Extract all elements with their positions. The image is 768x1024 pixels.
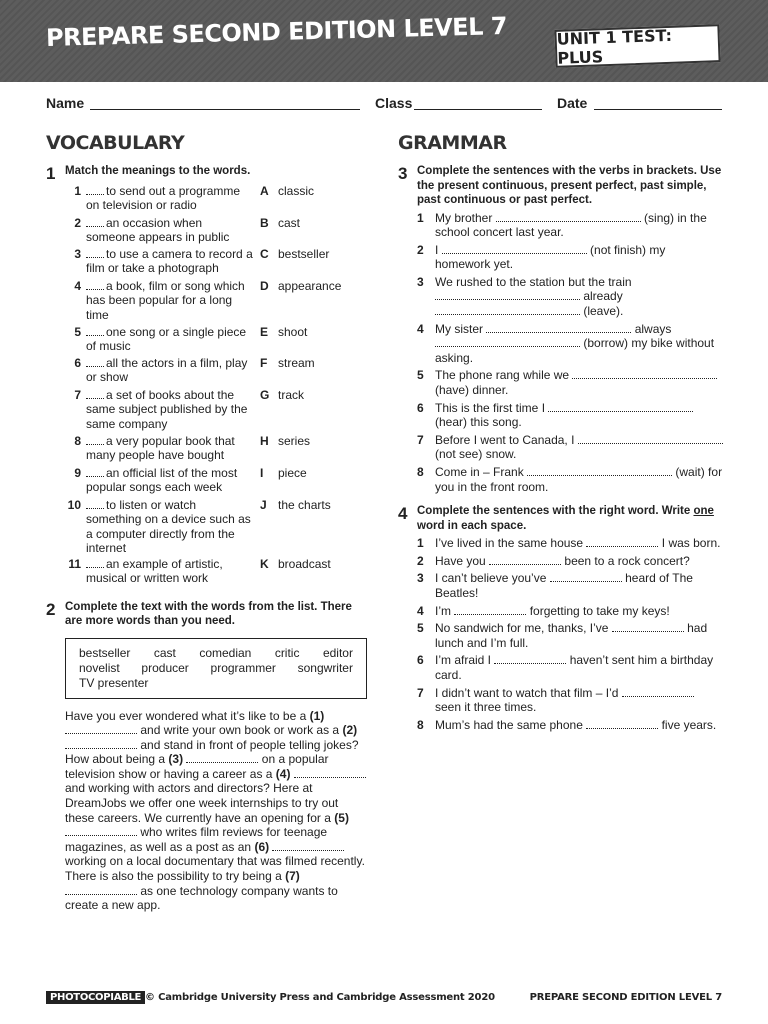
passage-segment: Have you ever wondered what it’s like to be a xyxy=(65,708,307,723)
sentence-part: (wait) for you in the front room. xyxy=(435,465,723,494)
gap-number: (3) xyxy=(168,752,184,767)
sentence-row xyxy=(417,686,723,715)
sentence-text xyxy=(435,554,723,569)
passage-segment: working on a local documentary that was filmed recently. There is also the possibility to try being a xyxy=(65,854,365,884)
sentence-part: seen it three times. xyxy=(435,700,537,715)
answer-gap[interactable] xyxy=(454,604,526,615)
sentence-part: The phone rang while we xyxy=(435,368,570,383)
item-number: 3 xyxy=(417,274,424,289)
definition xyxy=(86,184,254,213)
gap-6-input[interactable] xyxy=(272,840,344,851)
answer-gap[interactable] xyxy=(489,554,561,565)
sentence-part: I was born. xyxy=(661,536,721,551)
item-number: 1 xyxy=(74,183,81,198)
copyright-text: © Cambridge University Press and Cambridge Assessment 2020 xyxy=(145,992,495,1003)
gap-5-input[interactable] xyxy=(65,825,137,836)
gap-1-input[interactable] xyxy=(65,723,137,734)
answer-gap[interactable] xyxy=(572,368,717,379)
sentence-row xyxy=(417,401,723,430)
definition xyxy=(86,498,254,556)
class-field[interactable] xyxy=(414,109,542,110)
sentence-part: Come in – Frank xyxy=(435,465,524,479)
sentence-part: No sandwich for me, thanks, I’ve xyxy=(435,621,609,636)
item-number: 2 xyxy=(74,215,81,230)
option-word: the charts xyxy=(278,497,331,512)
answer-gap[interactable] xyxy=(86,325,104,336)
footer xyxy=(46,991,722,1005)
item-number: 3 xyxy=(417,571,424,586)
answer-gap[interactable] xyxy=(578,433,723,444)
answer-gap[interactable] xyxy=(86,247,104,258)
item-number: 7 xyxy=(417,432,424,447)
word-option: novelist xyxy=(79,660,120,675)
item-number: 1 xyxy=(417,536,424,551)
sentence-row xyxy=(417,465,723,494)
gap-number: (7) xyxy=(285,869,300,884)
exercise-number: 1 xyxy=(46,164,56,183)
page-title: PREPARE SECOND EDITION LEVEL 7 xyxy=(45,11,508,52)
sentence-text xyxy=(435,368,723,397)
option-word: appearance xyxy=(278,278,342,293)
sentence-row xyxy=(417,621,723,650)
unit-label: UNIT 1 TEST: PLUS xyxy=(556,25,673,68)
sentence-row xyxy=(417,653,723,682)
definition-text: a very popular book that many people have bought xyxy=(86,433,235,462)
definition-text: to listen or watch something on a device such as a computer directly from the internet xyxy=(86,497,251,555)
student-info-row xyxy=(46,95,722,113)
definition-text: to use a camera to record a film or take a photograph xyxy=(86,246,253,275)
answer-gap[interactable] xyxy=(622,686,694,697)
match-row xyxy=(65,279,371,323)
answer-gap[interactable] xyxy=(486,322,631,333)
gap-number: (1) xyxy=(309,708,325,723)
word-option: comedian xyxy=(199,645,252,660)
gap-number: (5) xyxy=(334,810,349,825)
sentence-part: I didn’t want to watch that film – I’d xyxy=(435,685,619,700)
answer-gap[interactable] xyxy=(527,465,672,476)
item-number: 5 xyxy=(74,324,81,339)
word-option: producer xyxy=(141,660,189,675)
definition xyxy=(86,279,254,323)
sentence-part: haven’t sent him a birthday card. xyxy=(435,653,714,682)
option-letter: E xyxy=(260,324,269,339)
match-row xyxy=(65,388,371,432)
passage-segment: on a popular television show or having a career as a xyxy=(65,752,329,781)
definition-text: all the actors in a film, play or show xyxy=(86,355,248,384)
sentence-row xyxy=(417,243,723,272)
sentence-part: always xyxy=(634,321,672,336)
answer-gap[interactable] xyxy=(86,279,104,290)
option-word: classic xyxy=(278,183,315,198)
sentence-part: (not see) snow. xyxy=(435,447,517,462)
sentence-part: had lunch and I’m full. xyxy=(435,621,708,650)
definition xyxy=(86,216,254,245)
word-option: programmer xyxy=(210,660,276,675)
item-number: 8 xyxy=(417,717,424,732)
sentence-part: We rushed to the station but the train xyxy=(435,274,632,289)
definition xyxy=(86,557,254,586)
exercise-1 xyxy=(46,158,371,594)
exercise-4 xyxy=(398,498,723,732)
sentence-part: Have you xyxy=(435,553,486,568)
item-number: 10 xyxy=(67,497,81,512)
sentence-part: I can’t believe you’ve xyxy=(435,571,547,586)
sentence-part: (sing) in the school concert last year. xyxy=(435,210,707,240)
match-row xyxy=(65,247,371,277)
sentence-part: My brother xyxy=(435,210,493,225)
option-letter: K xyxy=(260,556,269,571)
item-number: 9 xyxy=(74,465,81,480)
answer-gap[interactable] xyxy=(86,184,104,195)
option-word: bestseller xyxy=(278,246,330,261)
sentence-part: I xyxy=(435,242,439,257)
answer-gap[interactable] xyxy=(86,388,104,399)
answer-gap[interactable] xyxy=(86,216,104,227)
option-letter: A xyxy=(260,183,269,198)
item-number: 4 xyxy=(417,321,424,336)
sentence-part: (leave). xyxy=(583,304,624,319)
definition xyxy=(86,434,254,463)
sentence-text xyxy=(435,621,723,650)
unit-label-box xyxy=(554,24,720,68)
exercise-instruction xyxy=(417,498,723,533)
grammar-column xyxy=(398,132,723,732)
sentence-part: (not finish) my homework yet. xyxy=(435,242,666,272)
sentence-part: five years. xyxy=(661,717,717,732)
option-letter: H xyxy=(260,433,269,448)
sentence-row xyxy=(417,718,723,733)
exercise-number: 3 xyxy=(398,164,408,183)
item-number: 1 xyxy=(417,210,424,225)
match-row xyxy=(65,557,371,587)
definition xyxy=(86,325,254,354)
word-option: TV presenter xyxy=(79,675,149,690)
answer-gap[interactable] xyxy=(586,536,658,547)
item-number: 5 xyxy=(417,621,424,636)
instruction-underlined: one xyxy=(693,505,714,518)
match-row xyxy=(65,356,371,386)
sentence-row xyxy=(417,275,723,319)
sentence-text xyxy=(435,653,723,682)
exercise-4-list xyxy=(417,536,723,732)
answer-gap[interactable] xyxy=(86,356,104,367)
match-row xyxy=(65,434,371,464)
option-letter: C xyxy=(260,246,269,261)
sentence-part: already xyxy=(583,289,623,304)
sentence-text xyxy=(435,275,723,319)
exercise-3-list xyxy=(417,211,723,495)
sentence-row xyxy=(417,536,723,551)
sentence-text xyxy=(435,465,723,494)
option-letter: F xyxy=(260,355,268,370)
sentence-text xyxy=(435,536,723,551)
match-list xyxy=(65,184,371,594)
item-number: 2 xyxy=(417,553,424,568)
date-field[interactable] xyxy=(594,109,722,110)
definition-text: to send out a programme on television or radio xyxy=(86,183,241,212)
gap-number: (4) xyxy=(275,766,291,781)
option-word: track xyxy=(278,387,305,402)
vocabulary-heading: VOCABULARY xyxy=(46,132,185,154)
item-number: 6 xyxy=(417,400,424,415)
gap-number: (2) xyxy=(342,723,358,738)
answer-gap[interactable] xyxy=(548,401,693,412)
exercise-instruction: Complete the text with the words from the list. There are more words than you need. xyxy=(65,600,352,627)
sentence-part: (have) dinner. xyxy=(435,383,509,398)
sentence-part: I’m afraid I xyxy=(435,653,492,668)
definition-text: an occasion when someone appears in public xyxy=(86,215,230,244)
grammar-heading: GRAMMAR xyxy=(398,132,507,154)
option-letter: B xyxy=(260,215,269,230)
word-option: songwriter xyxy=(297,660,353,675)
item-number: 4 xyxy=(74,278,81,293)
word-option: critic xyxy=(274,645,300,660)
class-label: Class xyxy=(375,95,413,111)
sentence-text xyxy=(435,401,723,430)
sentence-part: Before I went to Canada, I xyxy=(435,432,575,447)
item-number: 2 xyxy=(417,242,424,257)
name-label: Name xyxy=(46,95,85,111)
gap-2-input[interactable] xyxy=(65,738,137,749)
definition-text: a set of books about the same subject published by the same company xyxy=(86,387,248,431)
exercise-number: 2 xyxy=(46,599,56,619)
passage-text xyxy=(65,709,368,913)
sentence-part: (borrow) my bike without asking. xyxy=(435,336,715,365)
definition-text: an official list of the most popular songs each week xyxy=(86,465,238,494)
item-number: 7 xyxy=(417,685,424,700)
answer-gap[interactable] xyxy=(550,571,622,582)
sentence-text xyxy=(435,686,723,715)
passage-segment: as one technology company wants to create a new app. xyxy=(65,883,338,913)
sentence-part: Mum’s had the same phone xyxy=(435,717,583,732)
option-word: broadcast xyxy=(278,556,331,571)
option-letter: G xyxy=(260,387,270,402)
match-row xyxy=(65,325,371,355)
sentence-text xyxy=(435,211,723,240)
definition xyxy=(86,388,254,432)
sentence-part: This is the first time I xyxy=(435,400,546,415)
item-number: 6 xyxy=(417,653,424,668)
item-number: 8 xyxy=(417,465,424,479)
word-list-box xyxy=(65,638,367,699)
sentence-part: I’m xyxy=(435,603,451,618)
sentence-row xyxy=(417,322,723,366)
definition-text: an example of artistic, musical or written work xyxy=(86,556,223,585)
match-row xyxy=(65,216,371,246)
passage-segment: and working with actors and directors? Here at DreamJobs we offer one week internships to try out these careers. We currently have an opening for a xyxy=(65,781,339,825)
answer-gap[interactable] xyxy=(86,557,104,568)
answer-gap[interactable] xyxy=(586,718,658,729)
answer-gap[interactable] xyxy=(612,621,684,632)
exercise-2 xyxy=(46,594,371,913)
option-word: stream xyxy=(278,355,315,370)
match-row xyxy=(65,498,371,556)
instruction-part: Complete the sentences with the right word. Write xyxy=(417,505,691,518)
sentence-part: been to a rock concert? xyxy=(564,553,690,568)
answer-gap[interactable] xyxy=(435,289,580,300)
option-word: series xyxy=(278,433,311,448)
item-number: 6 xyxy=(74,355,81,370)
sentence-row xyxy=(417,604,723,619)
definition xyxy=(86,247,254,276)
definition-text: a book, film or song which has been popular for a long time xyxy=(86,278,245,322)
definition xyxy=(86,466,254,495)
answer-gap[interactable] xyxy=(435,304,580,315)
item-number: 8 xyxy=(74,433,81,448)
gap-number: (6) xyxy=(254,839,270,854)
option-letter: J xyxy=(260,497,267,512)
sentence-row xyxy=(417,571,723,600)
vocabulary-column xyxy=(46,132,371,913)
answer-gap[interactable] xyxy=(435,336,580,347)
sentence-part: forgetting to take my keys! xyxy=(529,603,670,618)
answer-gap[interactable] xyxy=(496,211,641,222)
item-number: 5 xyxy=(417,368,424,383)
sentence-text xyxy=(435,433,723,462)
gap-7-input[interactable] xyxy=(65,884,137,895)
sentence-part: My sister xyxy=(435,321,483,336)
sentence-part: heard of The Beatles! xyxy=(435,571,693,600)
exercise-instruction: Match the meanings to the words. xyxy=(65,165,251,177)
option-word: shoot xyxy=(278,324,308,339)
sentence-part: (hear) this song. xyxy=(435,415,522,430)
answer-gap[interactable] xyxy=(86,498,104,509)
name-field[interactable] xyxy=(90,109,360,110)
option-word: piece xyxy=(278,465,307,480)
option-word: cast xyxy=(278,215,301,230)
item-number: 11 xyxy=(68,556,81,571)
definition xyxy=(86,356,254,385)
date-label: Date xyxy=(557,95,588,111)
header-banner xyxy=(0,0,768,82)
footer-title: PREPARE SECOND EDITION LEVEL 7 xyxy=(529,992,722,1003)
sentence-text xyxy=(435,571,723,600)
exercise-number: 4 xyxy=(398,504,408,524)
sentence-part: I’ve lived in the same house xyxy=(435,536,584,551)
word-option: cast xyxy=(153,645,176,660)
answer-gap[interactable] xyxy=(86,466,104,477)
definition-text: one song or a single piece of music xyxy=(86,324,247,353)
word-option: bestseller xyxy=(79,645,131,660)
match-row xyxy=(65,466,371,496)
word-option: editor xyxy=(322,645,353,660)
photocopiable-badge: PHOTOCOPIABLE xyxy=(46,991,145,1004)
passage-segment: and stand in front of people telling jokes? How about being a xyxy=(65,737,359,767)
answer-gap[interactable] xyxy=(86,434,104,445)
word-list-line xyxy=(79,646,353,661)
sentence-text xyxy=(435,322,723,366)
sentence-text xyxy=(435,604,723,619)
gap-3-input[interactable] xyxy=(186,752,258,763)
sentence-row xyxy=(417,211,723,240)
exercise-instruction: Complete the sentences with the verbs in brackets. Use the present continuous, present perfect, past simple, past continuous or past perfect. xyxy=(417,165,722,206)
sentence-row xyxy=(417,433,723,462)
option-letter: I xyxy=(260,465,264,480)
answer-gap[interactable] xyxy=(494,653,566,664)
answer-gap[interactable] xyxy=(442,243,587,254)
item-number: 7 xyxy=(74,387,81,402)
item-number: 4 xyxy=(417,603,424,618)
gap-4-input[interactable] xyxy=(294,767,366,778)
sentence-text xyxy=(435,718,723,733)
word-list-line xyxy=(79,676,353,691)
match-row xyxy=(65,184,371,214)
word-list-line xyxy=(79,661,353,676)
sentence-row xyxy=(417,554,723,569)
passage-segment: and write your own book or work as a xyxy=(140,723,340,738)
item-number: 3 xyxy=(74,246,81,261)
sentence-text xyxy=(435,243,723,272)
sentence-row xyxy=(417,368,723,397)
passage-segment: who writes film reviews for teenage magazines, as well as a post as an xyxy=(65,825,328,854)
instruction-part: word in each space. xyxy=(417,519,527,532)
option-letter: D xyxy=(260,278,269,293)
exercise-3 xyxy=(398,158,723,494)
